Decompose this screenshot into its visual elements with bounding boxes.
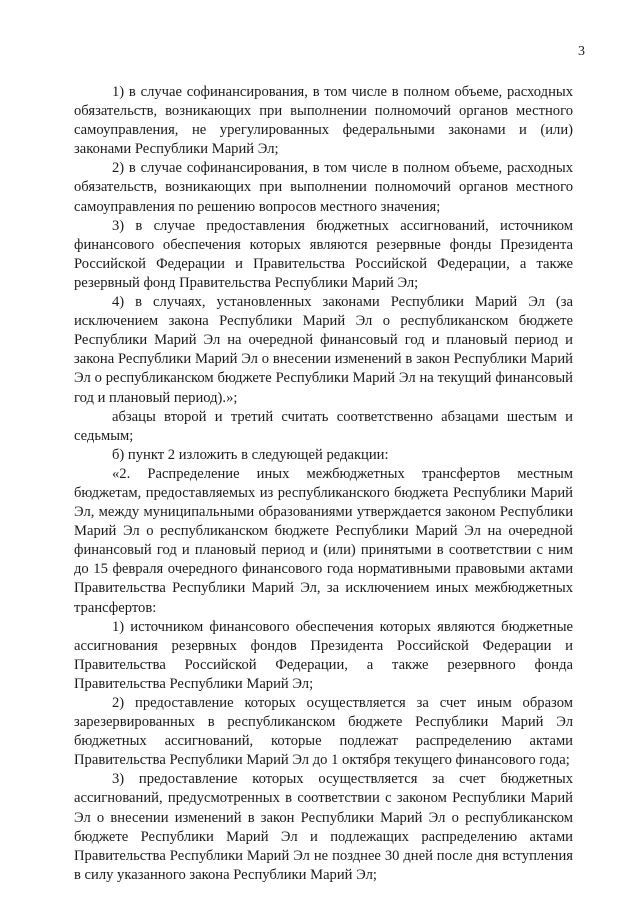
paragraph-exception-1: 1) источником финансового обеспечения которых являются бюджетные ассигнования резервных фондов Президента Российской Федерации и Правительства Российской Федерации, а также резервного фонда Правительства Республики Марий Эл; xyxy=(74,618,573,692)
paragraph-item-2: 2) в случае софинансирования, в том числе в полном объеме, расходных обязательств, возникающих при выполнении полномочий органов местного самоуправления по решению вопросов местного значения; xyxy=(74,160,573,215)
page-number: 3 xyxy=(578,44,585,59)
paragraph-item-3: 3) в случае предоставления бюджетных ассигнований, источником финансового обеспечения которых являются резервные фонды Президента Российской Федерации и Правительства Российской Федерации, а также резервный фонд Правительства Республики Марий Эл; xyxy=(74,217,573,291)
document-body xyxy=(74,83,573,885)
paragraph-renumbering: абзацы второй и третий считать соответственно абзацами шестым и седьмым; xyxy=(74,408,573,444)
paragraph-exception-2: 2) предоставление которых осуществляется за счет иным образом зарезервированных в республиканском бюджете Республики Марий Эл бюджетных ассигнований, которые подлежат распределению актами Правительства Республики Марий Эл до 1 октября текущего финансового года; xyxy=(74,695,573,769)
paragraph-subclause-b: б) пункт 2 изложить в следующей редакции: xyxy=(112,446,389,463)
paragraph-exception-3: 3) предоставление которых осуществляется за счет бюджетных ассигнований, предусмотренных в соответствии с законом Республики Марий Эл о внесении изменений в закон Республики Марий Эл о республиканском бюджете Республики Марий Эл и подлежащих распределению актами Правительства Республики Марий Эл не позднее 30 дней после дня вступления в силу указанного закона Республики Марий Эл; xyxy=(74,771,573,883)
paragraph-item-1: 1) в случае софинансирования, в том числе в полном объеме, расходных обязательств, возникающих при выполнении полномочий органов местного самоуправления, не урегулированных федеральными законами и (или) законами Республики Марий Эл; xyxy=(74,84,573,158)
paragraph-item-4: 4) в случаях, установленных законами Республики Марий Эл (за исключением закона Республики Марий Эл о республиканском бюджете Республики Марий Эл на очередной финансовый год и плановый период и закона Республики Марий Эл о внесении изменений в закон Республики Марий Эл о республиканском бюджете Республики Марий Эл на текущий финансовый год и плановый период).»; xyxy=(74,294,573,406)
paragraph-clause-2: «2. Распределение иных межбюджетных трансфертов местным бюджетам, предоставляемых из республиканского бюджета Республики Марий Эл, между муниципальными образованиями утверждается законом Республики Марий Эл о республиканском бюджете Республики Марий Эл на очередной финансовый год и плановый период и (или) принятыми в соответствии с ним до 15 февраля очередного финансового года нормативными правовыми актами Правительства Республики Марий Эл, за исключением иных межбюджетных трансфертов: xyxy=(74,465,573,616)
